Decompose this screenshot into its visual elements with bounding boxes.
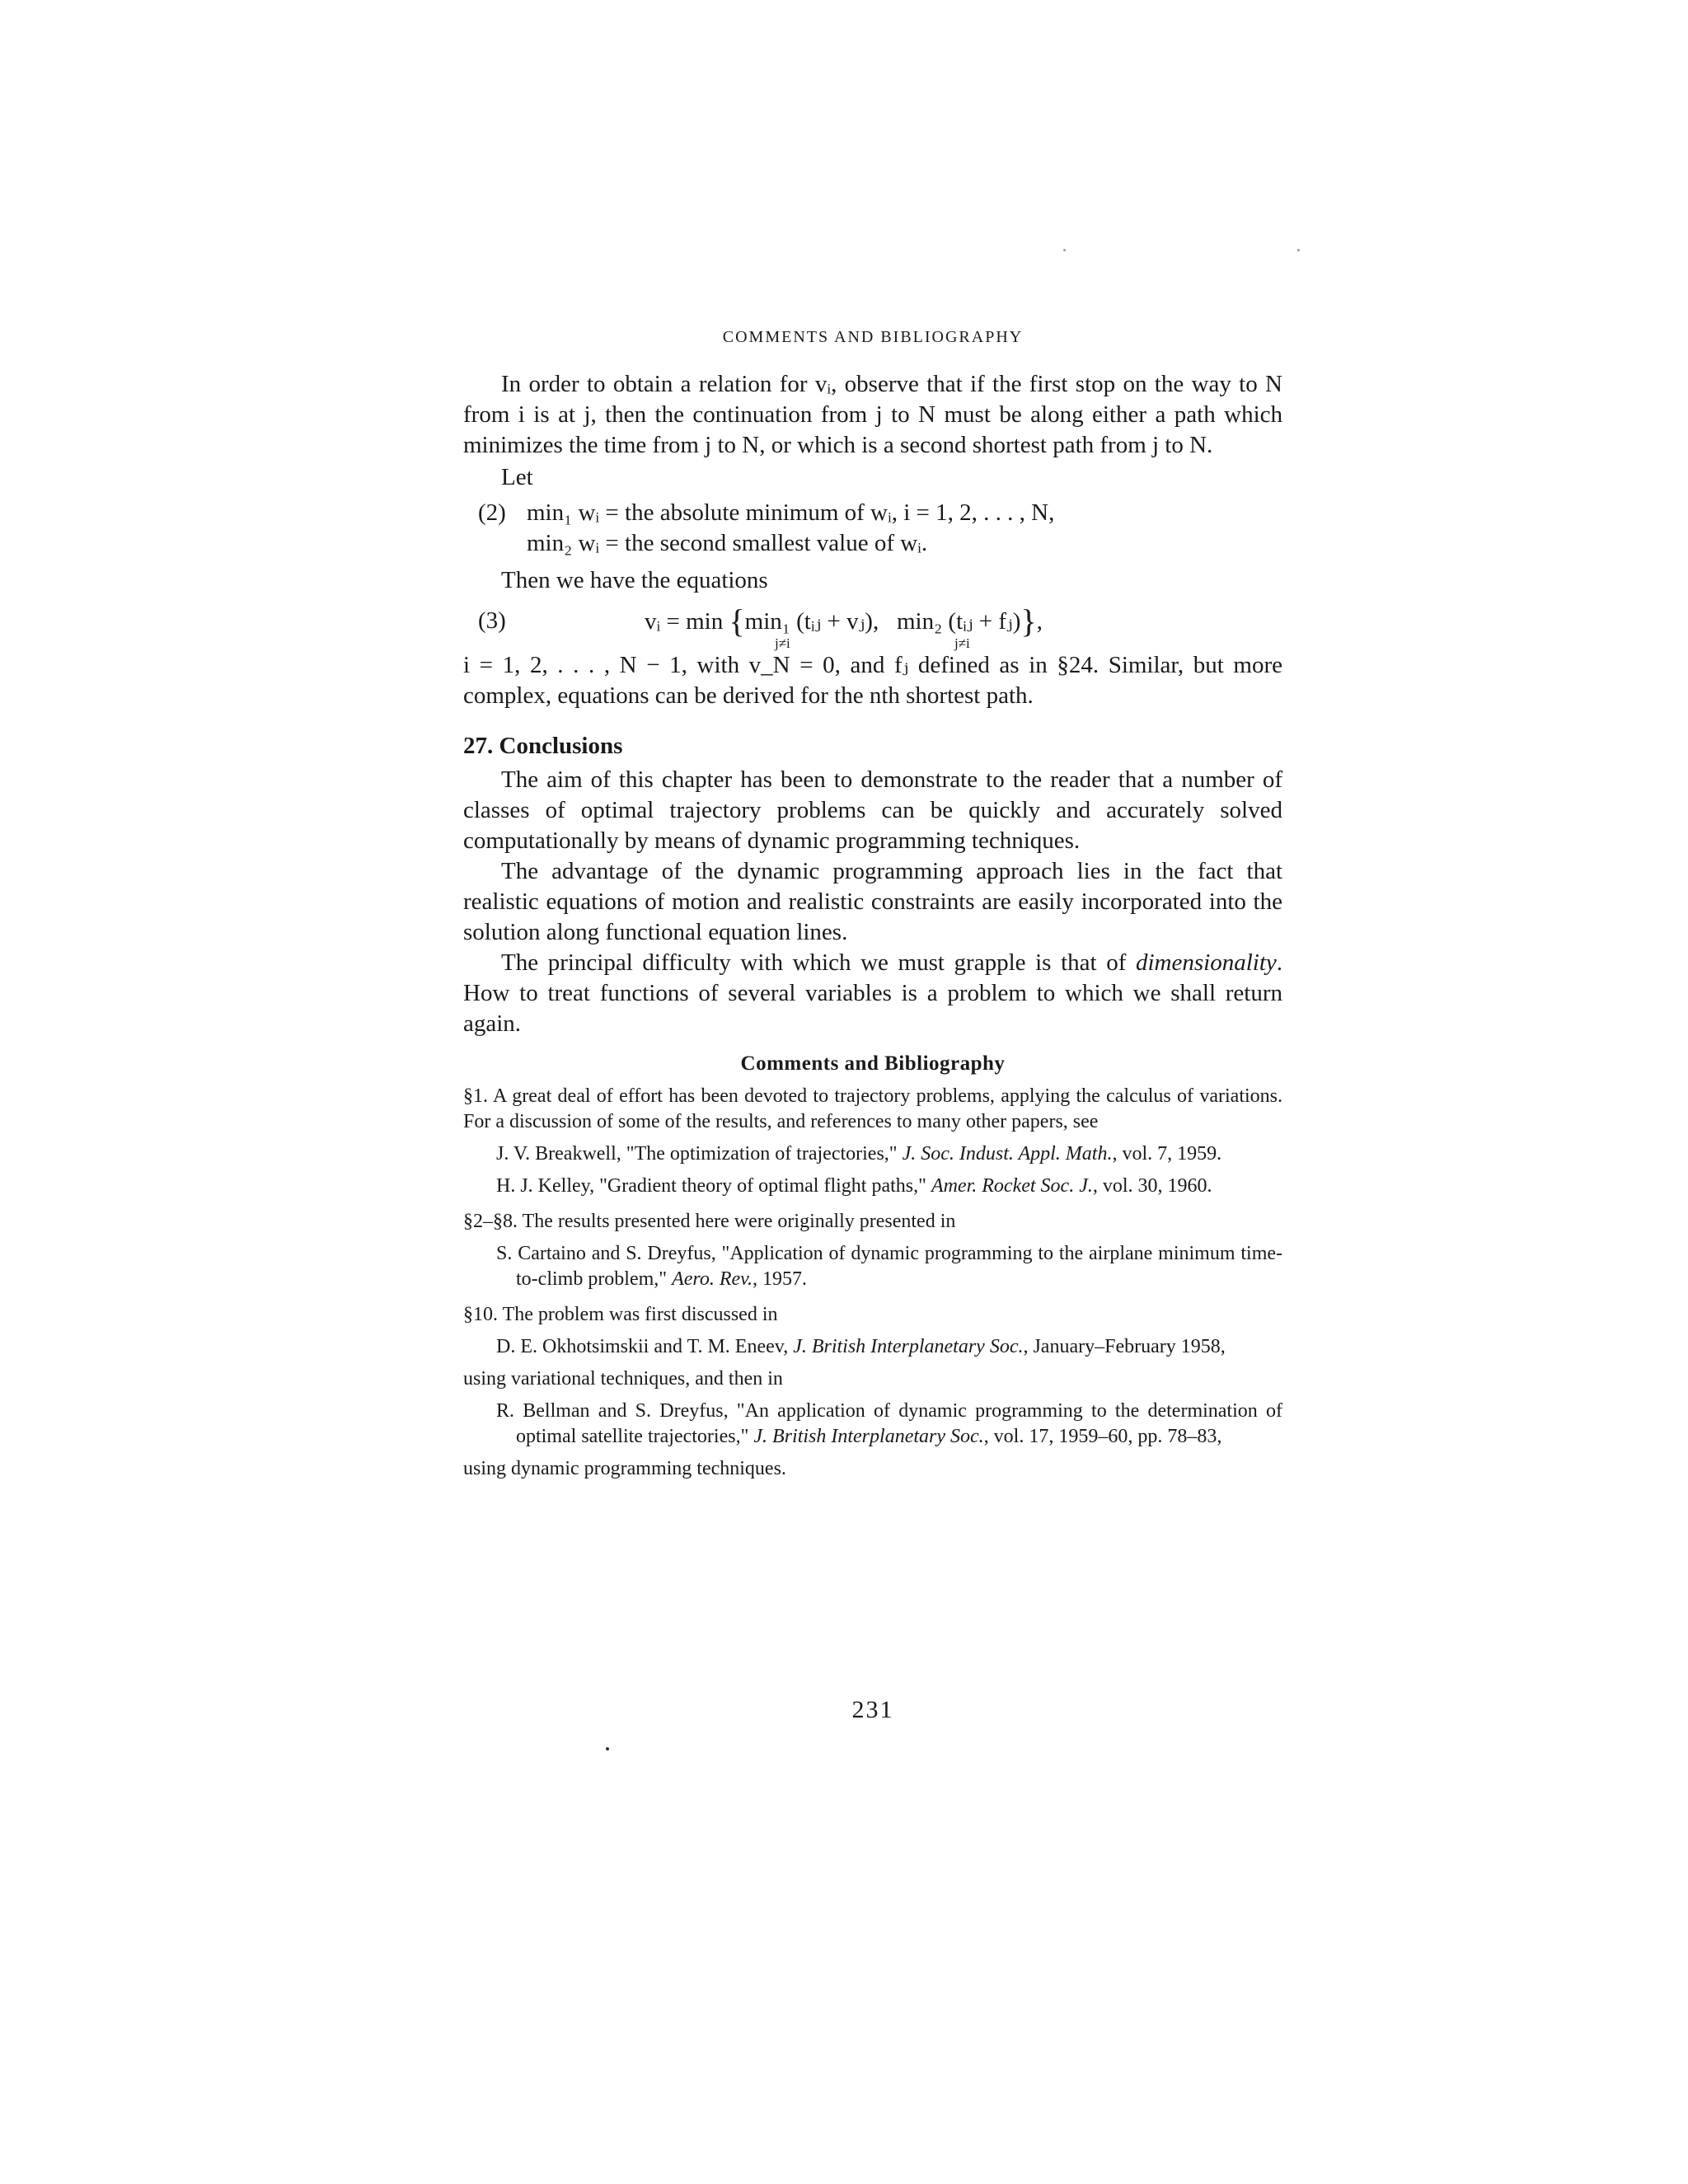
paragraph-conclusion-3: The principal difficulty with which we must grapple is that of dimensionality. How to treat functions of several variables is a problem to which we shall return again.	[463, 949, 1282, 1037]
paragraph-conclusion-2: The advantage of the dynamic programming approach lies in the fact that realistic equations of motion and realistic constraints are easily incorporated into the solution along functional equation lines.	[463, 858, 1282, 945]
equation-line: min₁ wᵢ = the absolute minimum of wᵢ, i = 1, 2, . . . , N,	[527, 499, 1055, 526]
bib-reference: R. Bellman and S. Dreyfus, "An application of dynamic programming to the determination of optimal satellite trajectories," J. British Interplanetary Soc., vol. 17, 1959–60, pp. 78–83,	[496, 1400, 1282, 1447]
equation-number: (2)	[478, 499, 506, 526]
bib-note: §1. A great deal of effort has been devoted to trajectory problems, applying the calculus of variations. For a discussion of some of the results, and references to many other papers, see	[463, 1085, 1282, 1132]
bib-reference: S. Cartaino and S. Dreyfus, "Application of dynamic programming to the airplane minimum time-to-climb problem," Aero. Rev., 1957.	[496, 1243, 1282, 1290]
paragraph-conclusion-1: The aim of this chapter has been to demonstrate to the reader that a number of classes of optimal trajectory problems can be quickly and accurately solved computationally by means of dynamic programming techniques.	[463, 766, 1282, 854]
main-text	[463, 369, 1282, 1482]
bib-note: §10. The problem was first discussed in	[463, 1304, 778, 1325]
bibliography	[463, 1084, 1282, 1482]
equation-3	[463, 602, 1282, 651]
page-number: 231	[851, 1696, 894, 1723]
bib-note: using variational techniques, and then in	[463, 1368, 783, 1390]
scan-speck	[1063, 249, 1066, 251]
bib-reference: H. J. Kelley, "Gradient theory of optimal flight paths," Amer. Rocket Soc. J., vol. 30, 1960.	[496, 1175, 1212, 1197]
section-heading: 27. Conclusions	[463, 733, 623, 759]
emphasis: dimensionality	[1135, 949, 1277, 976]
paragraph-after-equation: i = 1, 2, . . . , N − 1, with v_N = 0, and fⱼ defined as in §24. Similar, but more complex, equations can be derived for the nth shortest path.	[463, 652, 1282, 709]
equation-2	[463, 498, 1282, 559]
bib-reference: J. V. Breakwell, "The optimization of trajectories," J. Soc. Indust. Appl. Math., vol. 7, 1959.	[496, 1143, 1222, 1165]
scan-speck	[1297, 249, 1300, 251]
right-brace: }	[1020, 602, 1037, 640]
equation-number: (3)	[478, 607, 506, 634]
bib-reference: D. E. Okhotsimskii and T. M. Eneev, J. British Interplanetary Soc., January–February 1958,	[496, 1336, 1226, 1357]
bib-note: §2–§8. The results presented here were originally presented in	[463, 1211, 956, 1232]
paragraph-then: Then we have the equations	[501, 567, 768, 593]
equation-term: min₂ (tᵢⱼ + fⱼ)	[896, 608, 1021, 635]
paragraph-relation: In order to obtain a relation for vᵢ, observe that if the first stop on the way to N from i is at j, then the continuation from j to N must be along either a path which minimizes the time from j to N, or which is a second shortest path from j to N.	[463, 371, 1282, 458]
scan-speck	[606, 1747, 609, 1750]
equation-subscript: j≠i	[775, 635, 790, 651]
paragraph-let: Let	[501, 464, 533, 490]
equation-body: vᵢ = min {min₁ (tᵢⱼ + vⱼ), min₂ (tᵢⱼ + fⱼ)},	[645, 602, 1043, 640]
running-head: COMMENTS AND BIBLIOGRAPHY	[722, 328, 1024, 346]
equation-lhs: vᵢ = min	[645, 608, 724, 635]
equation-term: min₁ (tᵢⱼ + vⱼ),	[744, 608, 879, 635]
bib-note: using dynamic programming techniques.	[463, 1458, 786, 1479]
bibliography-heading: Comments and Bibliography	[740, 1052, 1006, 1075]
equation-subscript: j≠i	[954, 635, 970, 651]
left-brace: {	[729, 602, 745, 640]
equation-line: min₂ wᵢ = the second smallest value of wᵢ.	[527, 530, 928, 556]
